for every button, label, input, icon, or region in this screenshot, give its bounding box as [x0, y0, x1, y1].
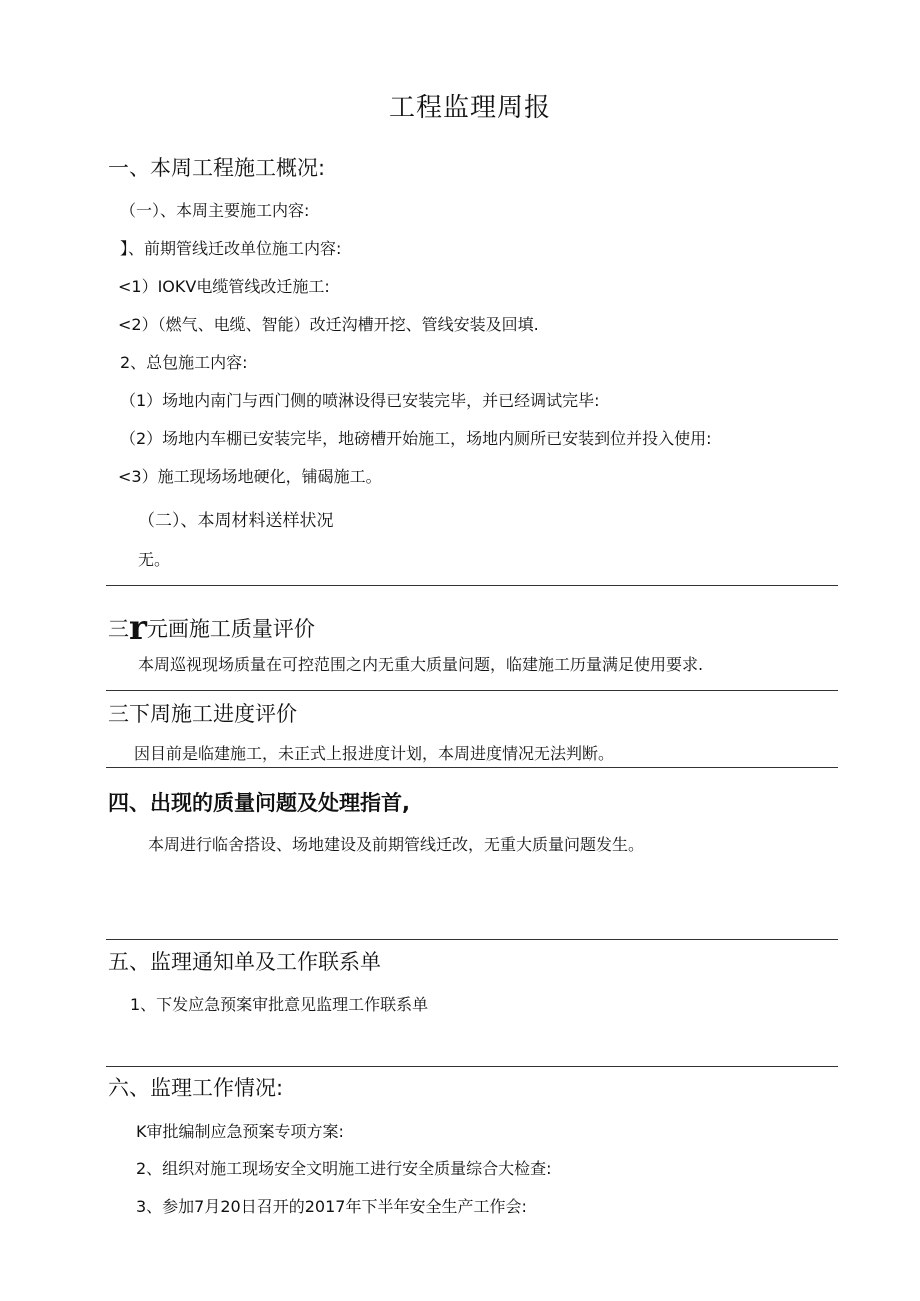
section-6-item-2: 2、组织对施工现场安全文明施工进行安全质量综合大检查: [136, 1159, 552, 1178]
section-1-item-1-2: <2）（燃气、电缆、智能）改迁沟槽开挖、管线安装及回填. [118, 315, 539, 334]
divider [106, 939, 838, 940]
section-1-sub-2-text: 无。 [138, 550, 171, 569]
section-6-heading: 六、监理工作情况: [108, 1076, 284, 1100]
page-title: 工程监理周报 [389, 93, 552, 123]
section-3-text: 因目前是临建施工，未正式上报进度计划，本周进度情况无法判断。 [134, 744, 615, 763]
section-4-heading: 四、出现的质量问题及处理指首, [108, 791, 410, 815]
divider [106, 690, 838, 691]
section-2-heading-rest: 元画施工质量评价 [146, 617, 315, 641]
section-2-heading-glyph: r [129, 608, 147, 648]
section-3-heading: 三下周施工进度评价 [108, 702, 297, 726]
divider [106, 1066, 838, 1067]
section-1-sub-2: （二）、本周材料送样状况 [138, 511, 334, 531]
divider [106, 585, 838, 586]
section-2-text: 本周巡视现场质量在可控范围之内无重大质量问题，临建施工历量满足使用要求. [138, 655, 704, 674]
section-6-item-3: 3、参加7月20日召开的2017年下半年安全生产工作会: [136, 1197, 527, 1216]
section-1-item-1: 】、前期管线迁改单位施工内容: [120, 239, 342, 258]
divider [106, 767, 838, 768]
section-1-item-2-2: （2）场地内车棚已安装完毕，地磅槽开始施工，场地内厕所已安装到位并投入使用: [120, 429, 712, 448]
section-2-heading [108, 608, 315, 648]
section-1-item-2: 2、总包施工内容: [120, 353, 248, 372]
section-1-item-2-3: <3）施工现场场地硬化，铺碣施工。 [118, 467, 382, 486]
section-5-heading: 五、监理通知单及工作联系单 [108, 950, 381, 974]
section-1-item-2-1: （1）场地内南门与西门侧的喷淋设得已安装完毕，并已经调试完毕: [120, 391, 600, 410]
section-4-text: 本周进行临舍搭设、场地建设及前期管线迁改，无重大质量问题发生。 [148, 835, 645, 854]
section-1-heading: 一、本周工程施工概况: [108, 156, 326, 180]
section-1-item-1-1: <1）IOKV电缆管线改迁施工: [118, 277, 330, 296]
section-2-heading-prefix: 三 [108, 617, 129, 641]
section-6-item-1: K审批编制应急预案专项方案: [136, 1122, 344, 1141]
section-5-item-1: 1、下发应急预案审批意见监理工作联系单 [130, 995, 429, 1014]
section-1-sub-1: （一）、本周主要施工内容: [120, 201, 310, 220]
